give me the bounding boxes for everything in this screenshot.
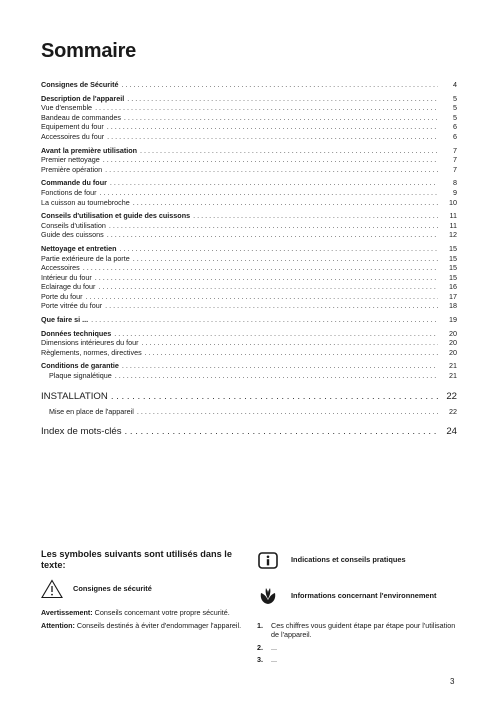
toc-section-entry[interactable] [41,244,457,254]
toc-leader-dots [110,178,438,188]
toc-page-number: 7 [453,155,457,165]
toc-section-entry[interactable] [41,361,457,371]
toc-page-number: 21 [449,361,457,371]
toc-entry-label: Conditions de garantie [41,361,119,371]
toc-leader-dots [122,80,439,90]
toc-entry[interactable] [41,338,457,348]
toc-leader-dots [109,221,438,231]
toc-page-number: 10 [449,197,457,207]
environment-symbol-row [257,585,462,607]
toc-leader-dots [98,282,438,292]
toc-leader-dots [133,254,438,264]
toc-page-number: 17 [449,291,457,301]
toc-leader-dots [114,329,438,339]
environment-label: Informations concernant l'environnement [291,591,437,601]
toc-leader-dots [95,273,438,283]
toc-section-entry[interactable] [41,94,457,104]
toc-entry[interactable] [41,122,457,132]
toc-page-number: 11 [449,220,457,230]
step-number: 1. [257,621,263,630]
toc-entry[interactable] [41,188,457,198]
toc-page-number: 15 [449,272,457,282]
toc-entry-label: Que faire si ... [41,315,89,325]
toc-entry[interactable] [41,254,457,264]
step-text: ... [271,642,277,652]
toc-entry-label: Porte vitrée du four [41,301,103,311]
toc-leader-dots [107,230,438,240]
toc-entry-label: Partie extérieure de la porte [41,253,130,263]
toc-page-number: 20 [449,347,457,357]
toc-entry[interactable] [41,273,457,283]
toc-entry[interactable] [41,155,457,165]
toc-page-number: 4 [453,80,457,89]
toc-entry-label: Accessoires du four [41,131,105,141]
toc-leader-dots [105,301,438,311]
tips-label: Indications et conseils pratiques [291,555,406,565]
toc-leader-dots [124,113,438,123]
toc-page-number: 19 [449,315,457,325]
toc-page-number: 6 [453,131,457,141]
toc-gap [41,416,457,425]
tips-symbol-row [257,549,462,571]
toc-entry[interactable] [41,198,457,208]
toc-page-number: 24 [446,426,457,438]
toc-entry-label: Intérieur du four [41,272,92,282]
toc-gap [41,381,457,390]
attention-text: Conseils destinés à éviter d'endommager l'appareil. [74,621,242,631]
toc-section-entry[interactable] [41,425,457,438]
toc-leader-dots [91,315,438,325]
step-text: ... [271,655,277,665]
toc-leader-dots [100,188,438,198]
toc-entry-label: Données techniques [41,328,112,338]
toc-entry[interactable] [41,165,457,175]
toc-page-number: 8 [453,178,457,188]
toc-entry-label: Plaque signalétique [49,371,112,381]
warning-paragraph [41,608,246,617]
toc-entry[interactable] [41,230,457,240]
toc-leader-dots [107,122,438,132]
toc-entry[interactable] [41,407,457,417]
toc-leader-dots [103,155,438,165]
toc-entry[interactable] [41,263,457,273]
toc-page-number: 22 [446,390,457,402]
attention-term: Attention: [41,621,75,631]
toc-section-entry[interactable] [41,329,457,339]
toc-entry[interactable] [41,282,457,292]
toc-entry-label: Consignes de Sécurité [41,80,119,89]
toc-entry[interactable] [41,103,457,113]
toc-entry[interactable] [41,371,457,381]
toc-leader-dots [133,198,438,208]
toc-leader-dots [111,390,438,403]
toc-leader-dots [145,348,438,358]
toc-entry-label: Fonctions de four [41,187,97,197]
toc-page-number: 7 [453,164,457,174]
toc-page-number: 5 [453,103,457,113]
toc-leader-dots [120,244,439,254]
toc-entry-label: Premier nettoyage [41,155,100,165]
symbols-legend [41,549,246,635]
toc-entry-label: Vue d'ensemble [41,103,93,113]
toc-leader-dots [125,425,438,438]
attention-paragraph [41,621,246,630]
toc-entry-label: Porte du four [41,291,83,301]
safety-label: Consignes de sécurité [73,584,152,594]
toc-leader-dots [140,146,438,156]
info-icon [257,549,279,571]
step-item [257,621,462,640]
toc-leader-dots [86,292,438,302]
toc-page-number: 22 [449,406,457,416]
safety-symbol-row [41,579,246,599]
toc-entry[interactable] [41,292,457,302]
symbols-legend-right [257,549,462,668]
toc-leader-dots [83,263,438,273]
toc-leader-dots [105,165,438,175]
toc-leader-dots [137,407,438,417]
toc-page-number: 20 [449,338,457,348]
warning-triangle-icon [41,579,63,599]
toc-page-number: 7 [453,145,457,155]
page-title: Sommaire [41,40,137,62]
toc-page-number: 11 [449,211,457,221]
toc-entry-label: Règlements, normes, directives [41,347,142,357]
toc-page-number: 6 [453,122,457,132]
toc-entry-label: Equipement du four [41,122,104,132]
toc-entry[interactable] [41,132,457,142]
toc-page-number: 20 [449,328,457,338]
toc-entry-label: Guide des cuissons [41,230,104,240]
toc-page-number: 15 [449,243,457,253]
toc-section-entry[interactable] [41,146,457,156]
warning-text: Conseils concernant votre propre sécurité. [92,608,230,617]
toc-entry-label: Eclairage du four [41,282,96,292]
toc-entry-label: Nettoyage et entretien [41,243,117,253]
symbols-heading: Les symboles suivants sont utilisés dans le texte: [41,549,232,570]
toc-page-number: 5 [453,93,457,103]
toc-entry-label: Dimensions intérieures du four [41,338,139,348]
toc-leader-dots [115,371,438,381]
steps-list [257,621,462,665]
toc-leader-dots [95,103,438,113]
toc-page-number: 9 [453,187,457,197]
step-number: 3. [257,655,263,665]
toc-entry[interactable] [41,348,457,358]
toc-page-number: 16 [449,282,457,292]
leaf-environment-icon [257,585,279,607]
toc-leader-dots [141,338,438,348]
toc-section-entry[interactable] [41,315,457,325]
toc-section-entry[interactable] [41,178,457,188]
toc-entry-label: Accessoires [41,263,80,273]
toc-entry-label: Index de mots-clés [41,426,122,438]
step-number: 2. [257,642,263,652]
toc-page-number: 15 [449,253,457,263]
toc-page-number: 18 [449,301,457,311]
toc-entry[interactable] [41,221,457,231]
step-item [257,655,462,664]
toc-leader-dots [193,211,438,221]
toc-page-number: 15 [449,263,457,273]
toc-leader-dots [107,132,438,142]
step-item [257,643,462,652]
toc-entry-label: Bandeau de commandes [41,112,121,122]
page-number: 3 [450,677,455,686]
step-text: Ces chiffres vous guident étape par étape pour l'utilisation de l'appareil. [271,621,456,640]
toc-section-entry[interactable] [41,390,457,403]
toc-entry-label: Commande du four [41,178,107,188]
toc-entry[interactable] [41,113,457,123]
toc-entry-label: INSTALLATION [41,390,108,402]
toc-entry-label: Mise en place de l'appareil [49,406,134,416]
toc-entry-label: La cuisson au tournebroche [41,197,130,207]
toc-section-entry[interactable] [41,211,457,221]
toc-entry-label: Conseils d'utilisation [41,220,106,230]
toc-leader-dots [127,94,438,104]
toc-entry-label: Avant la première utilisation [41,145,137,155]
toc-entry-label: Conseils d'utilisation et guide des cuissons [41,211,191,221]
toc-page-number: 21 [449,371,457,381]
toc-entry-label: Première opération [41,164,103,174]
toc-entry-label: Description de l'appareil [41,93,125,103]
warning-term: Avertissement: [41,608,93,617]
toc-entry[interactable] [41,301,457,311]
toc-section-entry[interactable] [41,80,457,90]
toc-page-number: 12 [449,230,457,240]
toc-page-number: 5 [453,112,457,122]
table-of-contents [41,80,457,438]
toc-leader-dots [122,361,438,371]
